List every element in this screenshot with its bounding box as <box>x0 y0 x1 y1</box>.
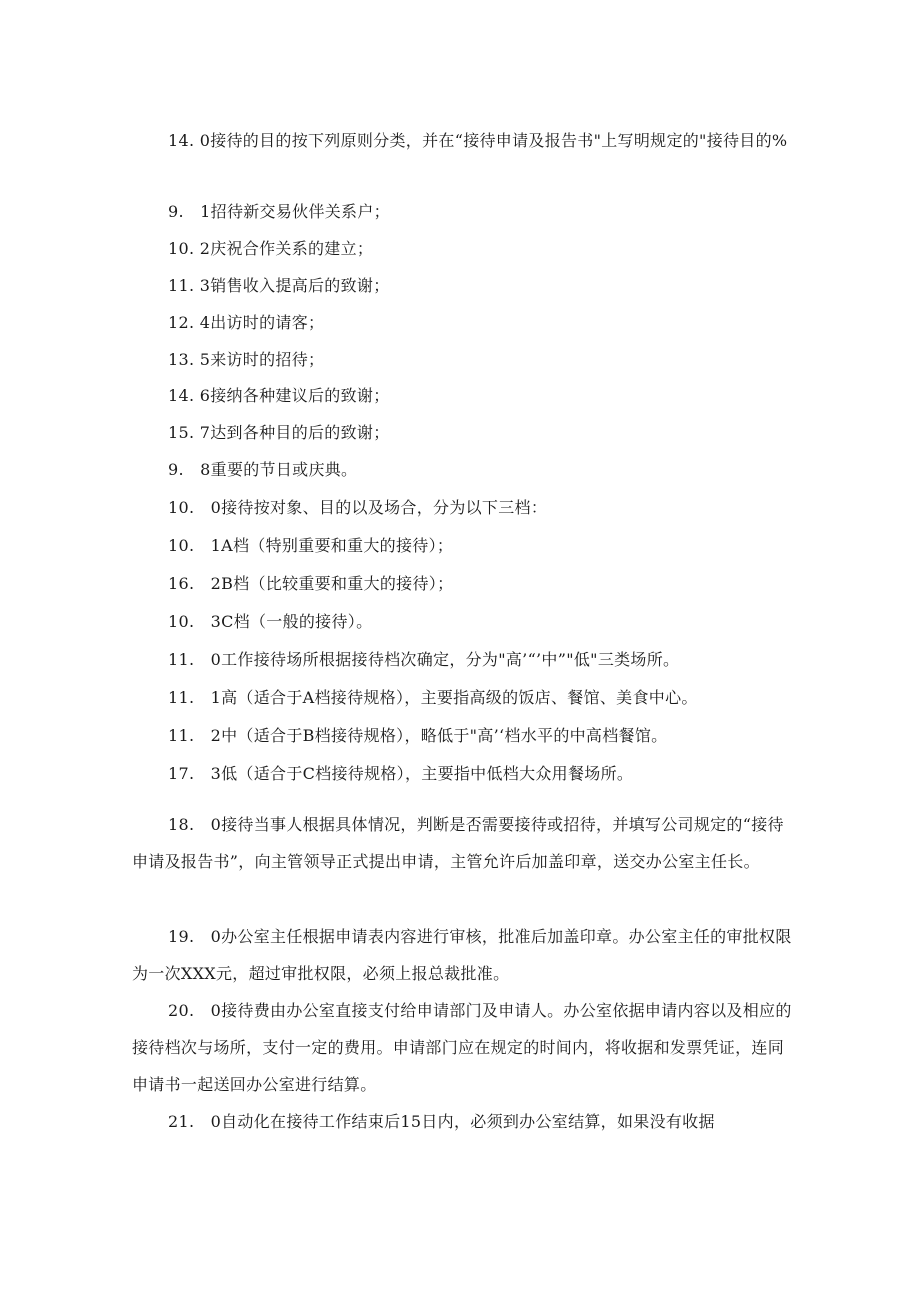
item-13-5: 13. 5来访时的招待； <box>168 350 325 369</box>
item-14-0: 14. 0接待的目的按下列原则分类，并在“接待申请及报告书"上写明规定的"接待目的% <box>168 131 788 150</box>
item-11-1: 11. 1高（适合于A档接待规格），主要指高级的饭店、餐馆、美食中心。 <box>168 688 698 707</box>
item-9-8: 9. 8重要的节日或庆典。 <box>168 460 358 479</box>
item-14-6: 14. 6接纳各种建议后的致谢； <box>168 386 390 405</box>
paragraph-20: 20. 0接待费由办公室直接支付给申请部门及申请人。办公室依据申请内容以及相应的接待档次与场所，支付一定的费用。申请部门应在规定的时间内，将收据和发票凭证，连同申请书一起送回办公室进行结算。 <box>132 1001 792 1094</box>
paragraph-18: 18. 0接待当事人根据具体情况，判断是否需要接待或招待，并填写公司规定的“接待申请及报告书”，向主管领导正式提出申请，主管允许后加盖印章，送交办公室主任长。 <box>132 815 784 871</box>
paragraph-19: 19. 0办公室主任根据申请表内容进行审核，批准后加盖印章。办公室主任的审批权限为一次XXX元，超过审批权限，必须上报总裁批准。 <box>132 927 792 983</box>
item-12-4: 12. 4出访时的请客； <box>168 313 325 332</box>
item-17-3: 17. 3低（适合于C档接待规格），主要指中低档大众用餐场所。 <box>168 764 634 783</box>
item-10-1: 10. 1A档（特别重要和重大的接待）； <box>168 536 454 555</box>
paragraph-21: 21. 0自动化在接待工作结束后15日内，必须到办公室结算，如果没有收据 <box>168 1112 715 1131</box>
item-15-7: 15. 7达到各种目的后的致谢； <box>168 423 390 442</box>
item-11-0: 11. 0工作接待场所根据接待档次确定，分为"高’“’中”"低"三类场所。 <box>168 650 680 669</box>
item-10-0: 10. 0接待按对象、目的以及场合，分为以下三档： <box>168 498 548 517</box>
item-10-3: 10. 3C档（一般的接待）。 <box>168 612 373 631</box>
item-11-2: 11. 2中（适合于B档接待规格），略低于"高’‘档水平的中高档餐馆。 <box>168 726 668 745</box>
item-16-2: 16. 2B档（比较重要和重大的接待）； <box>168 574 454 593</box>
item-10-2: 10. 2庆祝合作关系的建立； <box>168 239 374 258</box>
item-11-3: 11. 3销售收入提高后的致谢； <box>168 276 390 295</box>
item-9-1: 9. 1招待新交易伙伴关系户； <box>168 202 390 221</box>
